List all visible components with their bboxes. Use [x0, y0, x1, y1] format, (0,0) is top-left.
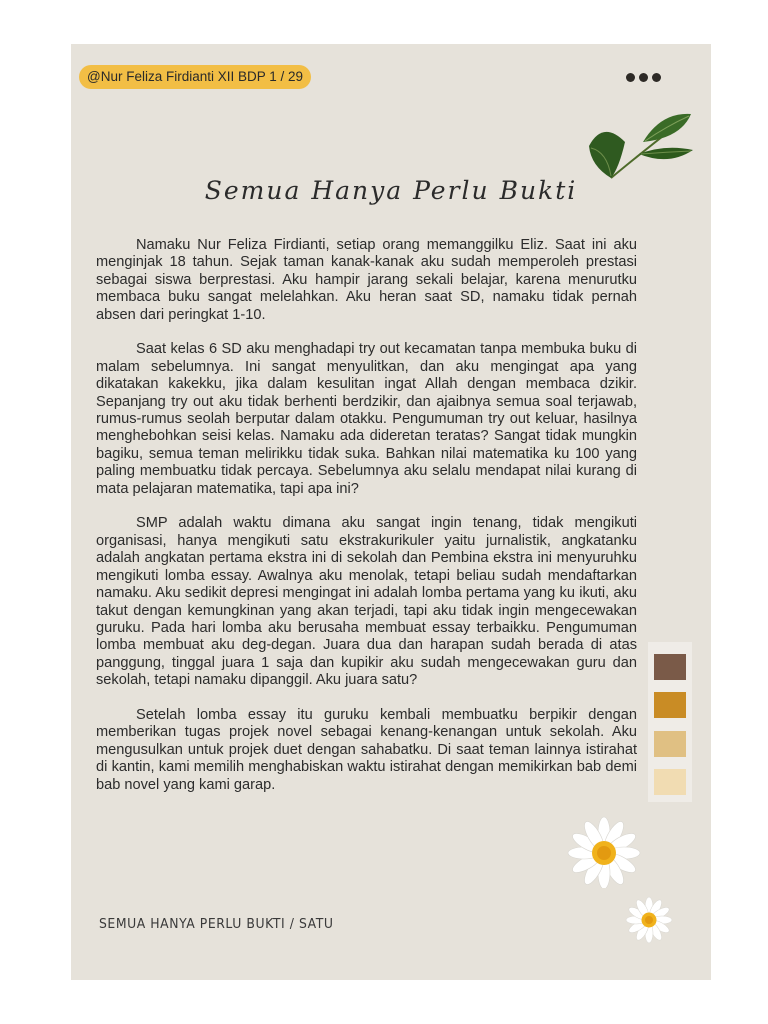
swatch-cream: [654, 769, 686, 795]
swatch-tan: [654, 731, 686, 757]
more-horizontal-icon[interactable]: [626, 73, 666, 83]
paragraph: SMP adalah waktu dimana aku sangat ingin tenang, tidak mengikuti organisasi, hanya mengikuti satu ekstrakurikuler yaitu jurnalistik, angkatanku adalah angkatan pertama ekstra ini di sekolah dan Pembina ekstra ini menyuruhku mengikuti lomba essay. Awalnya aku menolak, tetapi beliau sudah mendaftarkan namaku. Aku sedikit depresi mengingat ini adalah lomba pertama yang ku ikuti, aku takut dengan kemungkinan yang akan terjadi, tapi aku tidak ingin mengecewakan guruku. Pada hari lomba aku berusaha membuat essay terbaikku. Pengumuman lomba membuat aku deg-degan. Juara dua dan harapan sudah berada di atas panggung, tinggal juara 1 saja dan kupikir aku sudah mengecewakan guru dan sekolah, tetapi namaku dipanggil. Aku juara satu?: [96, 515, 637, 689]
color-palette-swatches: [648, 642, 692, 802]
daisy-flower-icon: [559, 816, 649, 888]
daisy-flower-icon: [621, 896, 677, 944]
story-body: [96, 237, 637, 811]
dot: [626, 73, 635, 82]
paragraph: Namaku Nur Feliza Firdianti, setiap orang memanggilku Eliz. Saat ini aku menginjak 18 tahun. Sejak taman kanak-kanak aku sudah memperoleh prestasi sebagai siswa berprestasi. Aku hampir jarang sekali belajar, karena menurutku membaca buku sangat melelahkan. Aku heran saat SD, namaku tidak pernah absen dari peringkat 1-10.: [96, 237, 637, 323]
author-badge: @Nur Feliza Firdianti XII BDP 1 / 29: [79, 65, 311, 89]
dot: [652, 73, 661, 82]
dot: [639, 73, 648, 82]
paragraph: Setelah lomba essay itu guruku kembali membuatku berpikir dengan memberikan tugas projek novel sebagai kenang-kenangan untuk sekolah. Aku mengusulkan untuk projek duet dengan sahabatku. Di saat teman lainnya istirahat di kantin, kami memilih menghabiskan waktu istirahat dengan memikirkan bab demi bab novel yang kami garap.: [96, 706, 637, 793]
document-page: [71, 44, 711, 980]
page-title: Semua Hanya Perlu Bukti: [204, 176, 578, 205]
paragraph: Saat kelas 6 SD aku menghadapi try out kecamatan tanpa membuka buku di malam sebelumnya. Ini sangat menyulitkan, dan aku mengingat apa yang dikatakan kakekku, jika dalam kesulitan ingat Allah dengan membaca dzikir. Sepanjang try out aku tidak berhenti berdzikir, dan ajaibnya semua soal terjawab, rumus-rumus seolah berputar dalam otakku. Pengumuman try out keluar, hasilnya menghebohkan seisi kelas. Namaku ada dideretan teratas? Sangat tidak mungkin bagiku, semua teman melirikku tidak suka. Bahkan nilai matematika ku 100 yang paling membuatku tidak percaya. Sebelumnya aku selalu mendapat nilai kurang di mata pelajaran matematika, tapi apa ini?: [96, 341, 637, 497]
swatch-brown: [654, 654, 686, 680]
page-footer: SEMUA HANYA PERLU BUKTI / SATU: [99, 916, 334, 932]
swatch-mustard: [654, 692, 686, 718]
